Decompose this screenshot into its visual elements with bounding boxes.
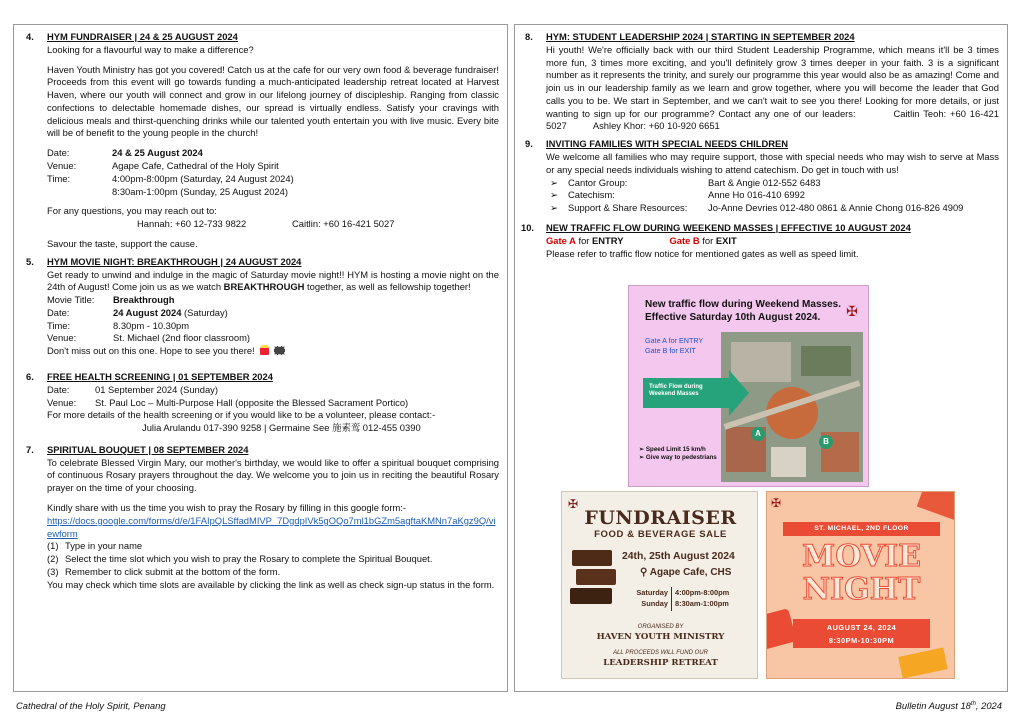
venue-row: Venue: St. Michael (2nd floor classroom) bbox=[47, 332, 251, 344]
section-hym-movie-night bbox=[26, 256, 499, 358]
section-spiritual-bouquet bbox=[26, 444, 499, 592]
section-special-needs bbox=[525, 138, 999, 215]
flow-arrow: Traffic Flow during Weekend Masses bbox=[643, 378, 729, 408]
section-number: 5. bbox=[26, 255, 34, 267]
venue-row: Venue: Agape Cafe, Cathedral of the Holy Spirit bbox=[47, 160, 279, 172]
cathedral-logo: ✠ bbox=[846, 303, 858, 319]
section-number: 6. bbox=[26, 370, 34, 382]
contact-item: ➢ Support & Share Resources: Jo-Anne Devries 012-480 0861 & Annie Chong 016-826 4909 bbox=[550, 202, 964, 214]
section-number: 8. bbox=[525, 31, 533, 42]
cross-logo: ✠ bbox=[568, 497, 579, 511]
section-heading: INVITING FAMILIES WITH SPECIAL NEEDS CHILDREN bbox=[546, 138, 789, 150]
cross-logo: ✠ bbox=[771, 496, 782, 510]
section-health-screening bbox=[26, 371, 499, 435]
contacts-row: Hannah: +60 12-733 9822 Caitlin: +60 16-421 5027 bbox=[137, 218, 395, 230]
form-instructions: Kindly share with us the time you wish to pray the Rosary by filling in this google form:- bbox=[47, 502, 407, 513]
movie-night-poster-image: ✠ ST. MICHAEL, 2ND FLOOR MOVIE NIGHT AUGUST 24, 2024 8:30PM-10:30PM bbox=[766, 491, 955, 679]
brownies-image bbox=[570, 550, 618, 608]
body-text: Get ready to unwind and indulge in the magic of Saturday movie night!! HYM is hosting a movie night on the 24th of August! Come join us as we watch BREAKTHROUGH together, as well as fellowship together! bbox=[47, 268, 499, 293]
time-row: Time: 4:00pm-8:00pm (Saturday, 24 August 2024) bbox=[47, 172, 294, 184]
time-row: Time: 8.30pm - 10.30pm bbox=[47, 319, 190, 331]
contact-item: ➢ Catechism: Anne Ho 016-410 6992 bbox=[550, 189, 805, 201]
section-number: 10. bbox=[521, 221, 535, 233]
movie-title-row: Movie Title: Breakthrough bbox=[47, 294, 175, 306]
arrow-head bbox=[729, 370, 749, 416]
time-row-2: 8:30am-1:00pm (Sunday, 25 August 2024) bbox=[112, 185, 288, 197]
right-column bbox=[514, 24, 1008, 692]
traffic-flow-notice-image: New traffic flow during Weekend Masses. Effective Saturday 10th August 2024. ✠ Gate A for ENTRY Gate B for EXIT A B Traffic Flow during Weekend Masses ➢ Speed Limit 15 km/h ➢ Give way to pedestrians bbox=[628, 285, 869, 487]
closing-text: You may check which time slots are available by clicking the link as well as check sign-up status in the form. bbox=[47, 578, 495, 590]
arrow-bullet-icon: ➢ bbox=[550, 176, 558, 188]
body-text: Haven Youth Ministry has got you covered! Catch us at the cafe for our very own food & beverage fundraiser! Proceeds from this event will go towards funding a much-anticipated leadership retreat located at Harvest Haven, where our youth will connect and grow in our lifelong journey of discipleship. Ranging from classic confections to delectable homemade dishes, our spread is virtually endless. Satisfy your cravings with delicious meals and thirst-quenching drinks while our talented youth entertain you with live music. Every bite will be of benefit to the young people in the church! bbox=[47, 63, 499, 139]
section-number: 4. bbox=[26, 31, 34, 42]
body-text: Hi youth! We're officially back with our third Student Leadership Programme, which means it'll be 3 times more fun, 3 times more exciting, and you'll definitely grow 3 times deeper in your faith. 3 is a significant number as it represents the trinity, and surely our programme this year would also be as amazing! Come and join us in our leadership family as we learn and grow together, where you will become the leader that God calls you to be. We start in September, and we can't wait to see you there! Looking for more details, or just wanting to sign up for our programme? Contact any one of our leaders: Caitlin Teoh: +60 16-421 5027 Ashley Khor: +60 10-920 6651 bbox=[546, 43, 999, 132]
left-column bbox=[13, 24, 508, 692]
body-text: To celebrate Blessed Virgin Mary, our mother's birthday, we would like to offer a spiritual bouquet comprising of continuous Rosary prayers throughout the day. We welcome you to join us in reciting the beautiful Rosary prayer on the time of your choosing. bbox=[47, 456, 499, 494]
aerial-map: A B bbox=[721, 332, 863, 482]
body-text: We welcome all families who may require support, those with special needs who may wish to serve at Mass or any special needs individuals wishing to attend catechism. Do get in touch with us! bbox=[546, 151, 999, 175]
google-form-link[interactable]: https://docs.google.com/forms/d/e/1FAIpQLSffadMIVP_7DgdpIVk5gOQo7ml1bGZm5agftaKMNn7aKgz9Q/viewform bbox=[47, 514, 496, 539]
date-row: Date: 24 & 25 August 2024 bbox=[47, 147, 203, 159]
contact-list bbox=[546, 177, 999, 215]
step-item: (2) Select the time slot which you wish to pray the Rosary to complete the Spiritual Bouquet. bbox=[47, 553, 433, 565]
location-pin-icon: ⚲ bbox=[640, 567, 648, 578]
section-heading: SPIRITUAL BOUQUET | 08 SEPTEMBER 2024 bbox=[47, 443, 249, 455]
section-heading: NEW TRAFFIC FLOW DURING WEEKEND MASSES | EFFECTIVE 10 AUGUST 2024 bbox=[546, 221, 911, 233]
fundraiser-poster-image: ✠ FUNDRAISER FOOD & BEVERAGE SALE 24th, 25th August 2024 ⚲ Agape Cafe, CHS Saturday Sunday 4:00pm-8:00pm 8:30am-1:00pm ORGANISED BY HAVEN YOUTH MINISTRY ALL PROCEEDS WILL FUND OUR LEADERSHIP RETREAT bbox=[561, 491, 758, 679]
section-traffic-flow bbox=[521, 221, 999, 260]
footer-left: Cathedral of the Holy Spirit, Penang bbox=[16, 700, 166, 711]
section-number: 9. bbox=[525, 138, 533, 150]
closing-text: Savour the taste, support the cause. bbox=[47, 237, 198, 249]
section-heading: HYM MOVIE NIGHT: BREAKTHROUGH | 24 AUGUST 2024 bbox=[47, 255, 302, 267]
film-icon bbox=[274, 346, 285, 355]
more-details-text: For more details of the health screening or if you would like to be a volunteer, please contact:- bbox=[47, 409, 436, 421]
section-hym-fundraiser bbox=[26, 31, 499, 251]
section-student-leadership bbox=[525, 31, 999, 133]
intro-text: Looking for a flavourful way to make a difference? bbox=[47, 43, 254, 55]
arrow-bullet-icon: ➢ bbox=[550, 202, 558, 214]
section-heading: HYM: STUDENT LEADERSHIP 2024 | STARTING IN SEPTEMBER 2024 bbox=[546, 31, 855, 42]
steps-list bbox=[47, 540, 499, 578]
decor-ticket bbox=[917, 491, 955, 520]
contact-item: ➢ Cantor Group: Bart & Angie 012-552 6483 bbox=[550, 176, 821, 188]
closing-text: Don't miss out on this one. Hope to see you there! bbox=[47, 345, 499, 358]
step-item: (1) Type in your name bbox=[47, 540, 143, 552]
traffic-note: Please refer to traffic flow notice for mentioned gates as well as speed limit. bbox=[546, 247, 859, 259]
popcorn-icon bbox=[260, 345, 269, 355]
date-row: Date: 01 September 2024 (Sunday) bbox=[47, 383, 218, 395]
section-number: 7. bbox=[26, 443, 34, 455]
step-item: (3) Remember to click submit at the bottom of the form. bbox=[47, 565, 281, 577]
arrow-bullet-icon: ➢ bbox=[550, 189, 558, 201]
venue-row: Venue: St. Paul Loc – Multi-Purpose Hall (opposite the Blessed Sacrament Portico) bbox=[47, 396, 409, 408]
footer-right: Bulletin August 18th, 2024 bbox=[895, 700, 1002, 712]
section-heading: FREE HEALTH SCREENING | 01 SEPTEMBER 2024 bbox=[47, 370, 273, 382]
questions-text: For any questions, you may reach out to: bbox=[47, 205, 217, 217]
gate-info: Gate A for ENTRY Gate B for EXIT bbox=[546, 234, 737, 246]
contacts-text: Julia Arulandu 017-390 9258 | Germaine See 施素鸾 012-455 0390 bbox=[142, 422, 421, 434]
section-heading: HYM FUNDRAISER | 24 & 25 AUGUST 2024 bbox=[47, 31, 238, 42]
date-row: Date: 24 August 2024 (Saturday) bbox=[47, 306, 228, 318]
decor-ticket-2 bbox=[898, 647, 948, 678]
